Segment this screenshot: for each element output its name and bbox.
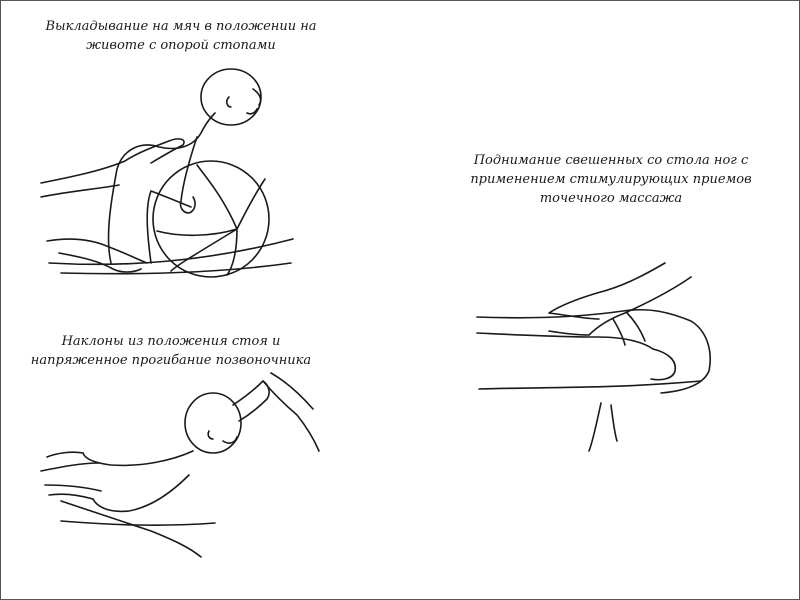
illustrations-layer — [1, 1, 799, 599]
adult-hand-feet — [47, 239, 147, 272]
child-legs — [477, 310, 710, 393]
caption-bends-line-1: Наклоны из положения стоя и — [61, 334, 281, 349]
baby-legs-2 — [47, 452, 93, 499]
table-surface-2 — [61, 521, 215, 525]
caption-legs-lift-line-3: точечного массажа — [539, 191, 683, 206]
adult-hand-feet-2 — [41, 463, 201, 557]
caption-legs-lift-line-2: применением стимулирующих приемов — [470, 172, 752, 187]
baby-raised-arms — [233, 381, 269, 421]
baby-bending-illustration — [41, 373, 319, 557]
baby-head-2 — [185, 393, 241, 453]
table-edge — [479, 381, 701, 451]
baby-head — [201, 69, 261, 125]
baby-arm — [180, 137, 197, 213]
baby-face-2 — [208, 431, 237, 443]
baby-torso — [83, 451, 193, 511]
adult-hand-holding-arms — [263, 373, 319, 451]
baby-face — [227, 89, 261, 114]
adult-hand-massage — [549, 263, 691, 335]
baby-on-ball-illustration — [41, 69, 293, 277]
caption-legs-lift-line-1: Поднимание свешенных со стола ног с — [473, 153, 749, 168]
exercise-ball — [153, 161, 269, 277]
caption-bends-line-2: напряженное прогибание позвоночника — [30, 353, 312, 368]
caption-ball-prone-line-2: животе с опорой стопами — [86, 38, 276, 53]
caption-ball-prone-line-1: Выкладывание на мяч в положении на — [45, 19, 317, 34]
legs-massage-illustration — [477, 263, 710, 451]
child-foot — [651, 349, 675, 380]
ball-panel-lines — [157, 165, 265, 275]
